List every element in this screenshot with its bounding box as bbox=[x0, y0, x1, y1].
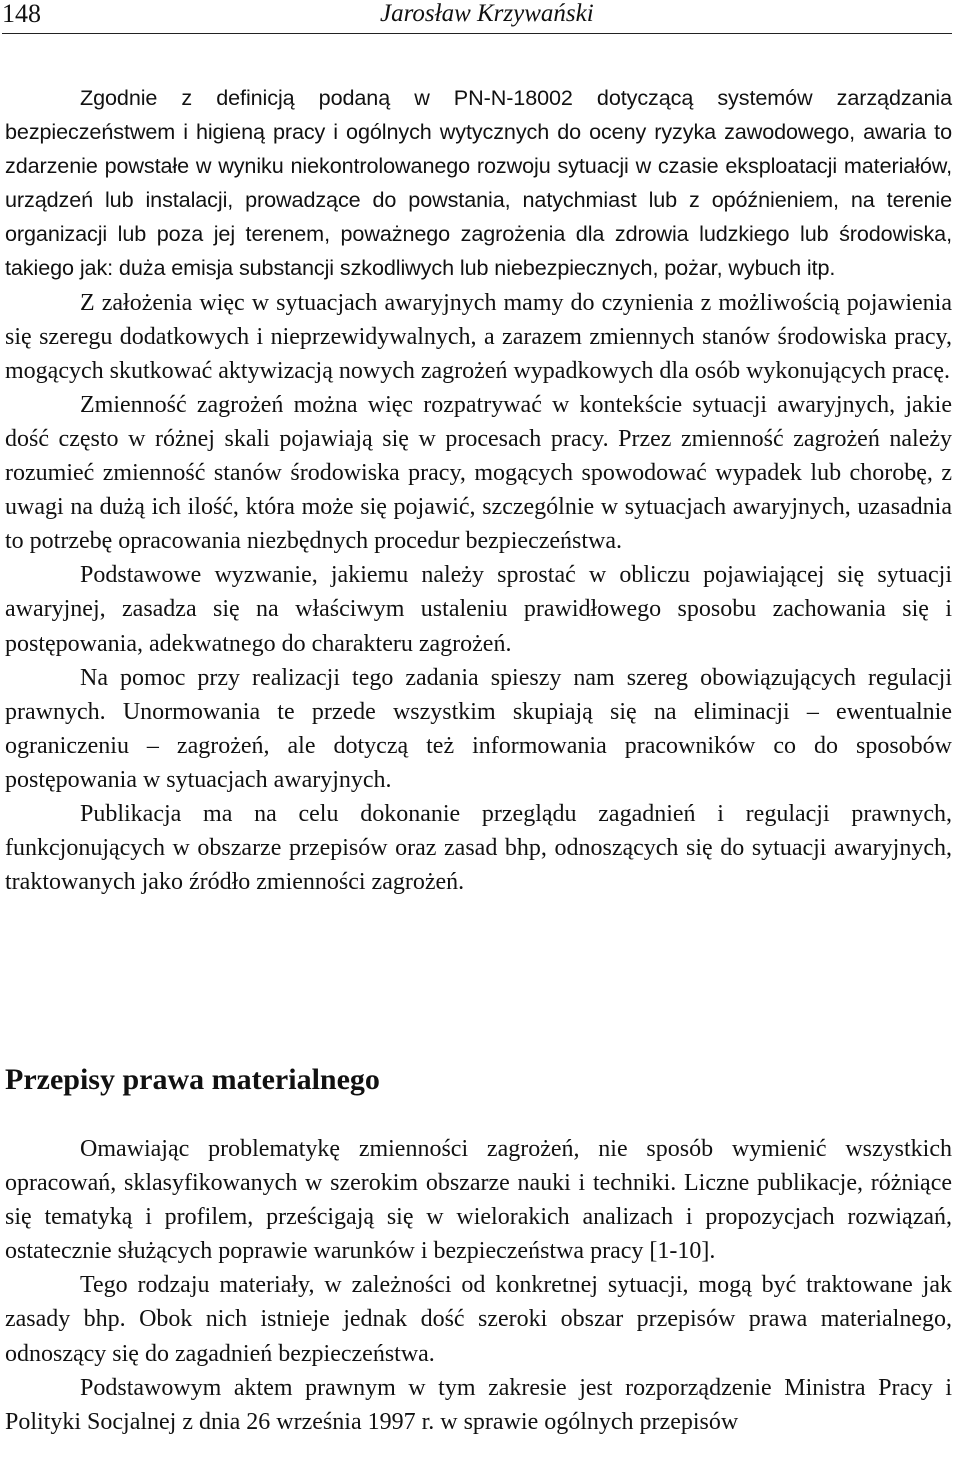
paragraph-legal-regulations: Na pomoc przy realizacji tego zadania spieszy nam szereg obowiązujących regulacji prawnych. Unormowania te przede wszystkim skupiają się na eliminacji – ewentualnie ograniczeniu – zagrożeń, ale dotyczą też informowania pracowników co do sposobów postępowania w sytuacjach awaryjnych. bbox=[5, 664, 952, 793]
intro-text-block bbox=[5, 81, 952, 899]
section-heading: Przepisy prawa materialnego bbox=[5, 1063, 380, 1096]
page-number: 148 bbox=[2, 0, 41, 28]
paragraph-materials-as-rules: Tego rodzaju materiały, w zależności od konkretnej sytuacji, mogą być traktowane jak zasady bhp. Obok nich istnieje jednak dość szeroki obszar przepisów prawa materialnego, odnoszący się do zagadnień bezpieczeństwa. bbox=[5, 1272, 952, 1367]
paragraph-basic-challenge: Podstawowe wyzwanie, jakiemu należy sprostać w obliczu pojawiającej się sytuacji awaryjnej, zasadza się na właściwym ustaleniu prawidłowego sposobu zachowania się i postępowania, adekwatnego do charakteru zagrożeń. bbox=[5, 562, 952, 657]
paragraph-publication-aim: Publikacja ma na celu dokonanie przeglądu zagadnień i regulacji prawnych, funkcjonujących w obszarze przepisów oraz zasad bhp, odnoszących się do sytuacji awaryjnych, traktowanych jako źródło zmienności zagrożeń. bbox=[5, 800, 952, 896]
paragraph-definition: Zgodnie z definicją podaną w PN-N-18002 dotyczącą systemów zarządzania bezpieczeństwem i higieną pracy i ogólnych wytycznych do oceny ryzyka zawodowego, awaria to zdarzenie powstałe w wyniku niekontrolowanego rozwoju sytuacji w czasie eksploatacji materiałów, urządzeń lub instalacji, prowadzące do powstania, natychmiast lub z opóźnieniem, na terenie organizacji lub poza jej terenem, poważnego zagrożenia dla zdrowia ludzkiego lub środowiska, takiego jak: duża emisja substancji szkodliwych lub niebezpiecznych, pożar, wybuch itp. bbox=[5, 85, 952, 281]
section-text-block bbox=[5, 1132, 952, 1439]
paragraph-problem-overview: Omawiając problematykę zmienności zagrożeń, nie sposób wymienić wszystkich opracowań, sklasyfikowanych w szerokim obszarze nauki i techniki. Liczne publikacje, różniące się tematyką i profilem, prześcigają się w wielorakich analizach i propozycjach rozwiązań, ostatecznie służących poprawie warunków i bezpieczeństwa pracy [1-10]. bbox=[5, 1136, 952, 1265]
running-header-author: Jarosław Krzywański bbox=[380, 0, 594, 27]
paragraph-basic-legal-act: Podstawowym aktem prawnym w tym zakresie jest rozporządzenie Ministra Pracy i Polityki Socjalnej z dnia 26 września 1997 r. w sprawie ogólnych przepisów bbox=[5, 1374, 952, 1435]
paragraph-emergency-situations: Z założenia więc w sytuacjach awaryjnych mamy do czynienia z możliwością pojawienia się szeregu dodatkowych i nieprzewidywalnych, a zarazem zmiennych stanów środowiska pracy, mogących skutkować aktywizacją nowych zagrożeń wypadkowych dla osób wykonujących pracę. bbox=[5, 289, 952, 384]
running-header bbox=[2, 0, 952, 34]
paragraph-hazard-variability: Zmienność zagrożeń można więc rozpatrywać w kontekście sytuacji awaryjnych, jakie dość często w różnej skali pojawiają się w procesach pracy. Przez zmienność zagrożeń należy rozumieć zmienność stanów środowiska pracy, mogących spowodować wypadek lub chorobę, z uwagi na dużą ich ilość, która może się pojawić, szczególnie w sytuacjach awaryjnych, uzasadnia to potrzebę opracowania niezbędnych procedur bezpieczeństwa. bbox=[5, 391, 952, 555]
